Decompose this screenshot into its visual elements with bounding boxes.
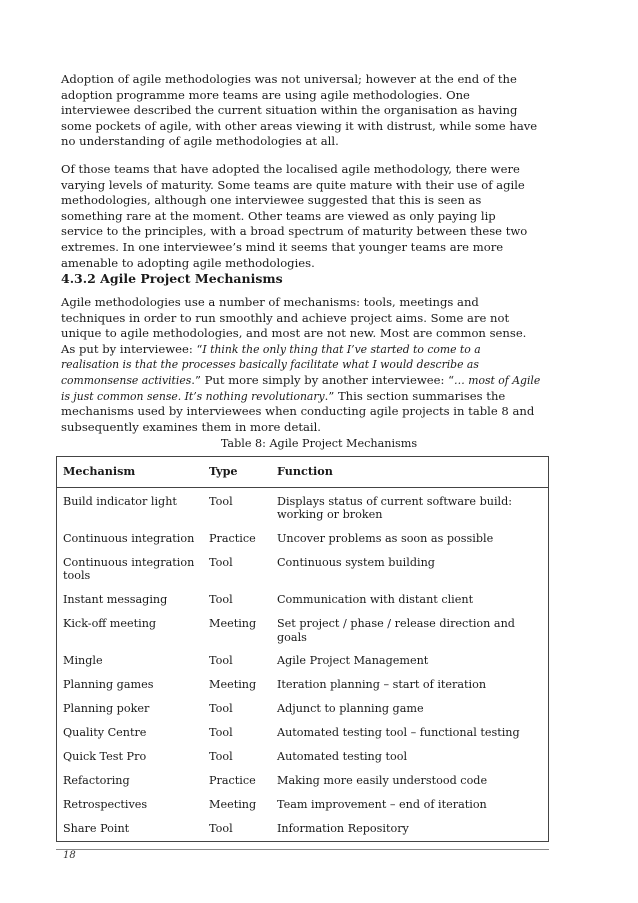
cell-type: Meeting bbox=[209, 616, 257, 630]
paragraph-adoption: Adoption of agile methodologies was not universal; however at the end of the adoption programme more teams are using agile methodologies. One interviewee described the current situation within the organisation as having some pockets of agile, with other areas viewing it with distrust, while some have no understanding of agile methodologies at all. bbox=[61, 72, 538, 149]
table-row bbox=[57, 588, 549, 612]
table-row bbox=[57, 697, 549, 721]
table-caption: Table 8: Agile Project Mechanisms bbox=[220, 437, 418, 450]
cell-mechanism: Share Point bbox=[57, 817, 204, 842]
table-row bbox=[57, 793, 549, 817]
paragraph-text: Agile methodologies use a number of mechanisms: tools, meetings and techniques in order to run smoothly and achieve project aims. Some are not unique to agile methodologies, and most are not new. Most are common sense. As put by interviewee: “ bbox=[61, 295, 527, 356]
paragraph-text: .” Put more simply by another interviewee: “ bbox=[191, 372, 455, 387]
cell-function: Making more easily understood code bbox=[271, 769, 549, 793]
cell-type: Meeting bbox=[209, 798, 257, 812]
table-row bbox=[57, 551, 549, 588]
column-header-type: Type bbox=[203, 457, 271, 488]
cell-mechanism: Kick-off meeting bbox=[57, 612, 204, 649]
cell-type: Tool bbox=[209, 702, 233, 716]
table-row bbox=[57, 673, 549, 697]
paragraph-mechanisms bbox=[61, 295, 541, 435]
table-header-row bbox=[57, 457, 549, 488]
cell-type: Practice bbox=[209, 774, 256, 788]
table-row bbox=[57, 612, 549, 649]
page-number: 18 bbox=[63, 850, 76, 861]
cell-function: Agile Project Management bbox=[271, 649, 549, 673]
table-body bbox=[57, 487, 549, 842]
cell-mechanism: Instant messaging bbox=[57, 588, 204, 612]
cell-function: Displays status of current software build: working or broken bbox=[271, 487, 549, 527]
cell-function: Continuous system building bbox=[271, 551, 549, 588]
cell-mechanism: Planning games bbox=[57, 673, 204, 697]
cell-function: Information Repository bbox=[271, 817, 549, 842]
column-header-function: Function bbox=[271, 457, 549, 488]
cell-function: Uncover problems as soon as possible bbox=[271, 527, 549, 551]
paragraph-maturity: Of those teams that have adopted the localised agile methodology, there were varying levels of maturity. Some teams are quite mature with their use of agile methodologies, although one interviewee suggested that this is seen as something rare at the moment. Other teams are viewed as only paying lip service to the principles, with a broad spectrum of maturity between these two extremes. In one interviewee’s mind it seems that younger teams are more amenable to adopting agile methodologies. bbox=[61, 162, 528, 270]
cell-mechanism: Retrospectives bbox=[57, 793, 204, 817]
cell-type: Tool bbox=[209, 750, 233, 764]
cell-type: Tool bbox=[203, 817, 271, 842]
cell-function: Set project / phase / release direction and goals bbox=[271, 612, 549, 649]
cell-function: Communication with distant client bbox=[271, 588, 549, 612]
paragraph-text: .” This section summarises the mechanisms used by interviewees when conducting agile projects in table 8 and subsequently examines them in more detail. bbox=[61, 388, 535, 434]
table-row bbox=[57, 527, 549, 551]
cell-mechanism: Planning poker bbox=[57, 697, 204, 721]
footer-divider bbox=[56, 849, 549, 850]
table-row bbox=[57, 649, 549, 673]
cell-function: Adjunct to planning game bbox=[271, 697, 549, 721]
cell-function: Automated testing tool bbox=[271, 745, 549, 769]
table-row bbox=[57, 487, 549, 527]
cell-type: Meeting bbox=[209, 678, 257, 692]
cell-function: Automated testing tool – functional testing bbox=[271, 721, 549, 745]
table-row bbox=[57, 817, 549, 842]
column-header-mechanism: Mechanism bbox=[57, 457, 204, 488]
section-heading: 4.3.2 Agile Project Mechanisms bbox=[61, 271, 283, 286]
cell-type: Tool bbox=[209, 555, 233, 569]
table-row bbox=[57, 769, 549, 793]
cell-type: Tool bbox=[209, 654, 233, 668]
cell-type: Practice bbox=[209, 531, 256, 545]
cell-mechanism: Quick Test Pro bbox=[57, 745, 204, 769]
table-row bbox=[57, 745, 549, 769]
cell-type: Tool bbox=[209, 494, 233, 508]
cell-mechanism: Continuous integration bbox=[57, 527, 204, 551]
cell-function: Iteration planning – start of iteration bbox=[271, 673, 549, 697]
cell-mechanism: Quality Centre bbox=[57, 721, 204, 745]
cell-mechanism: Build indicator light bbox=[57, 487, 204, 527]
cell-function: Team improvement – end of iteration bbox=[271, 793, 549, 817]
table-row bbox=[57, 721, 549, 745]
cell-mechanism: Refactoring bbox=[57, 769, 204, 793]
quote-text: … most of Agile is just common sense. It’s nothing revolutionary bbox=[61, 373, 541, 403]
cell-mechanism: Mingle bbox=[57, 649, 204, 673]
mechanisms-table bbox=[56, 456, 549, 842]
quote-text: I think the only thing that I’ve started to come to a realisation is that the processes basically facilitate what I would describe as commonsense activities bbox=[61, 342, 481, 387]
cell-type: Tool bbox=[209, 592, 233, 606]
cell-mechanism: Continuous integration tools bbox=[57, 551, 204, 588]
cell-type: Tool bbox=[209, 726, 233, 740]
